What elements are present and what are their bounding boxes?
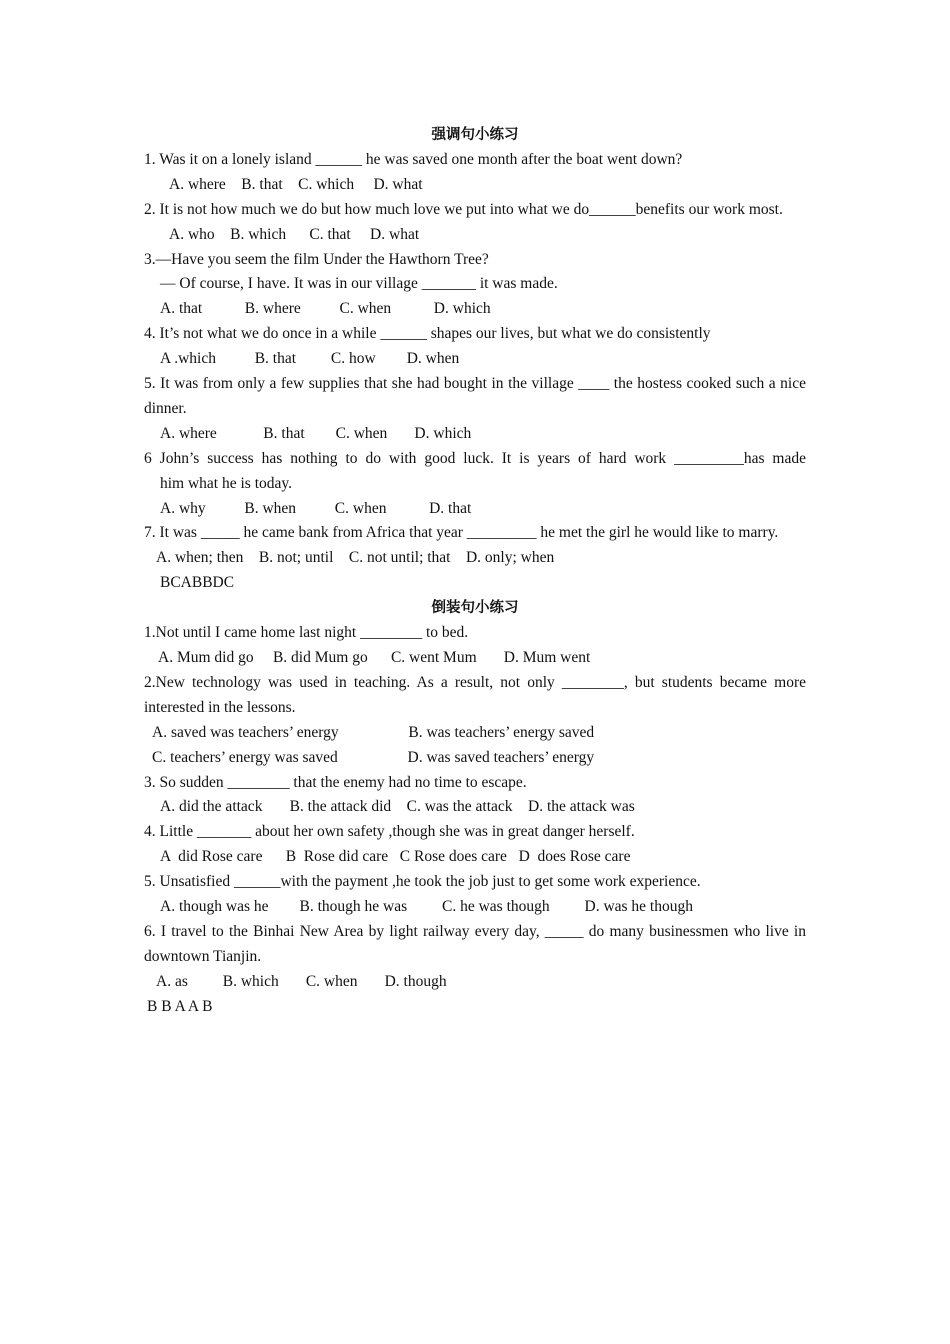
inversion-question-6-stem: 6. I travel to the Binhai New Area by light railway every day, _____ do many businessmen who live in downtown Tianjin. <box>144 922 806 965</box>
inversion-question-3-options: A. did the attack B. the attack did C. was the attack D. the attack was <box>160 798 635 816</box>
answer-key-emphasis: BCABBDC <box>160 574 235 592</box>
question-4-options: A .which B. that C. how D. when <box>160 350 460 368</box>
question-7-options: A. when; then B. not; until C. not until; that D. only; when <box>156 549 555 567</box>
question-3-reply: — Of course, I have. It was in our village _______ it was made. <box>160 275 558 293</box>
inversion-question-5-stem: 5. Unsatisfied ______with the payment ,he took the job just to get some work experience. <box>144 873 701 891</box>
question-6-stem-line2: him what he is today. <box>160 474 293 492</box>
inversion-question-4-options: A did Rose care B Rose did care C Rose does care D does Rose care <box>160 848 631 866</box>
inversion-question-2-options-row1: A. saved was teachers’ energy B. was teachers’ energy saved <box>152 723 595 741</box>
document-page <box>144 123 806 1020</box>
question-2-stem: 2. It is not how much we do but how much love we put into what we do______benefits our work most. <box>144 200 783 218</box>
question-6-options: A. why B. when C. when D. that <box>160 499 472 517</box>
question-1-options: A. where B. that C. which D. what <box>169 175 423 193</box>
question-7-stem: 7. It was _____ he came bank from Africa that year _________ he met the girl he would like to marry. <box>144 524 779 542</box>
question-3-stem: 3.—Have you seem the film Under the Hawthorn Tree? <box>144 250 489 268</box>
question-6-stem-line1: 6 John’s success has nothing to do with good luck. It is years of hard work _________has made <box>144 449 806 467</box>
inversion-question-2-stem: 2.New technology was used in teaching. As a result, not only ________, but students became more interested in the lessons. <box>144 673 806 716</box>
inversion-question-3-stem: 3. So sudden ________ that the enemy had no time to escape. <box>144 773 527 791</box>
question-3-options: A. that B. where C. when D. which <box>160 300 491 318</box>
inversion-question-2-options-row2: C. teachers’ energy was saved D. was saved teachers’ energy <box>152 748 595 766</box>
answer-key-inversion: B B A A B <box>147 997 213 1015</box>
section-title-inversion: 倒装句小练习 <box>431 600 519 617</box>
section-title-emphasis: 强调句小练习 <box>431 127 519 143</box>
question-5-options: A. where B. that C. when D. which <box>160 424 472 442</box>
inversion-question-6-options: A. as B. which C. when D. though <box>156 972 447 990</box>
question-5-stem: 5. It was from only a few supplies that she had bought in the village ____ the hostess cooked such a nice dinner. <box>144 375 806 417</box>
question-2-options: A. who B. which C. that D. what <box>169 225 420 243</box>
inversion-question-1-options: A. Mum did go B. did Mum go C. went Mum D. Mum went <box>158 649 591 666</box>
inversion-question-1-stem: 1.Not until I came home last night ________ to bed. <box>144 624 469 642</box>
inversion-question-4-stem: 4. Little _______ about her own safety ,though she was in great danger herself. <box>144 823 635 841</box>
question-4-stem: 4. It’s not what we do once in a while ______ shapes our lives, but what we do consistently <box>144 325 711 343</box>
question-1-stem: 1. Was it on a lonely island ______ he was saved one month after the boat went down? <box>144 150 683 168</box>
inversion-question-5-options: A. though was he B. though he was C. he was though D. was he though <box>160 898 693 916</box>
